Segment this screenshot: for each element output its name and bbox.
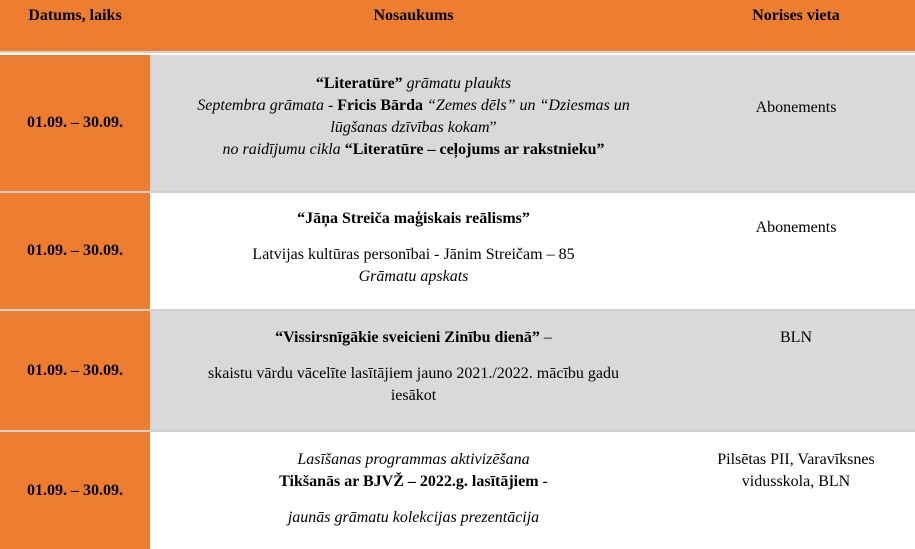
text-italic: Septembra grāmata -	[197, 97, 338, 114]
row-place: Abonements	[755, 99, 837, 116]
header-date: Datums, laiks	[28, 7, 122, 24]
table-row	[0, 311, 915, 430]
text-italic: Lasīšanas programmas aktivizēšana	[297, 451, 530, 468]
title-bold: “Literatūre – ceļojums ar rakstnieku”	[344, 141, 605, 158]
table-row	[0, 55, 915, 191]
row-title-cell	[150, 55, 677, 191]
row-date: 01.09. – 30.09.	[0, 193, 150, 309]
title-bold: “Vissirsnīgākie sveicieni Zinību dienā”	[275, 329, 540, 346]
row-place-cell	[677, 55, 915, 191]
row-place: BLN	[780, 329, 812, 346]
row-date: 01.09. – 30.09.	[0, 311, 150, 430]
table-row	[0, 193, 915, 309]
row-date: 01.09. – 30.09.	[0, 432, 150, 549]
row-place: vidusskola, BLN	[741, 473, 851, 490]
text-plain: skaistu vārdu vācelīte lasītājiem jauno 2021./2022. mācību gadu	[207, 365, 619, 382]
row-title-cell	[150, 311, 677, 430]
text-plain: Latvijas kultūras personībai - Jānim Streičam – 85	[252, 246, 575, 263]
row-place: Pilsētas PII, Varavīksnes	[717, 451, 875, 468]
text-italic: Grāmatu apskats	[358, 268, 469, 285]
row-title-cell	[150, 193, 677, 309]
text-plain: -	[538, 473, 548, 490]
table-header	[0, 0, 915, 53]
text-italic: lūgšanas dzīvības kokam	[330, 119, 490, 136]
header-place: Norises vieta	[752, 7, 840, 24]
title-bold: Tikšanās ar BJVŽ – 2022.g. lasītājiem	[279, 473, 539, 490]
table-row	[0, 432, 915, 549]
header-name: Nosaukums	[373, 7, 454, 24]
row-title-cell	[150, 432, 677, 549]
row-date: 01.09. – 30.09.	[0, 55, 150, 191]
text-plain: iesākot	[390, 387, 437, 404]
text-italic: jaunās grāmatu kolekcijas prezentācija	[287, 509, 540, 526]
row-place-cell	[677, 311, 915, 430]
text-italic: “Zemes dēls” un “Dziesmas un	[423, 97, 630, 114]
title-italic: grāmatu plaukts	[402, 75, 512, 92]
text-italic: no raidījumu cikla	[222, 141, 345, 158]
text-plain: ”	[489, 119, 497, 136]
row-place-cell	[677, 432, 915, 549]
title-bold: “Jāņa Streiča maģiskais reālisms”	[297, 210, 530, 227]
text-plain: –	[539, 329, 552, 346]
row-place-cell	[677, 193, 915, 309]
author-bold: Fricis Bārda	[337, 97, 424, 114]
title-bold: “Literatūre”	[315, 75, 403, 92]
row-place: Abonements	[755, 219, 837, 236]
